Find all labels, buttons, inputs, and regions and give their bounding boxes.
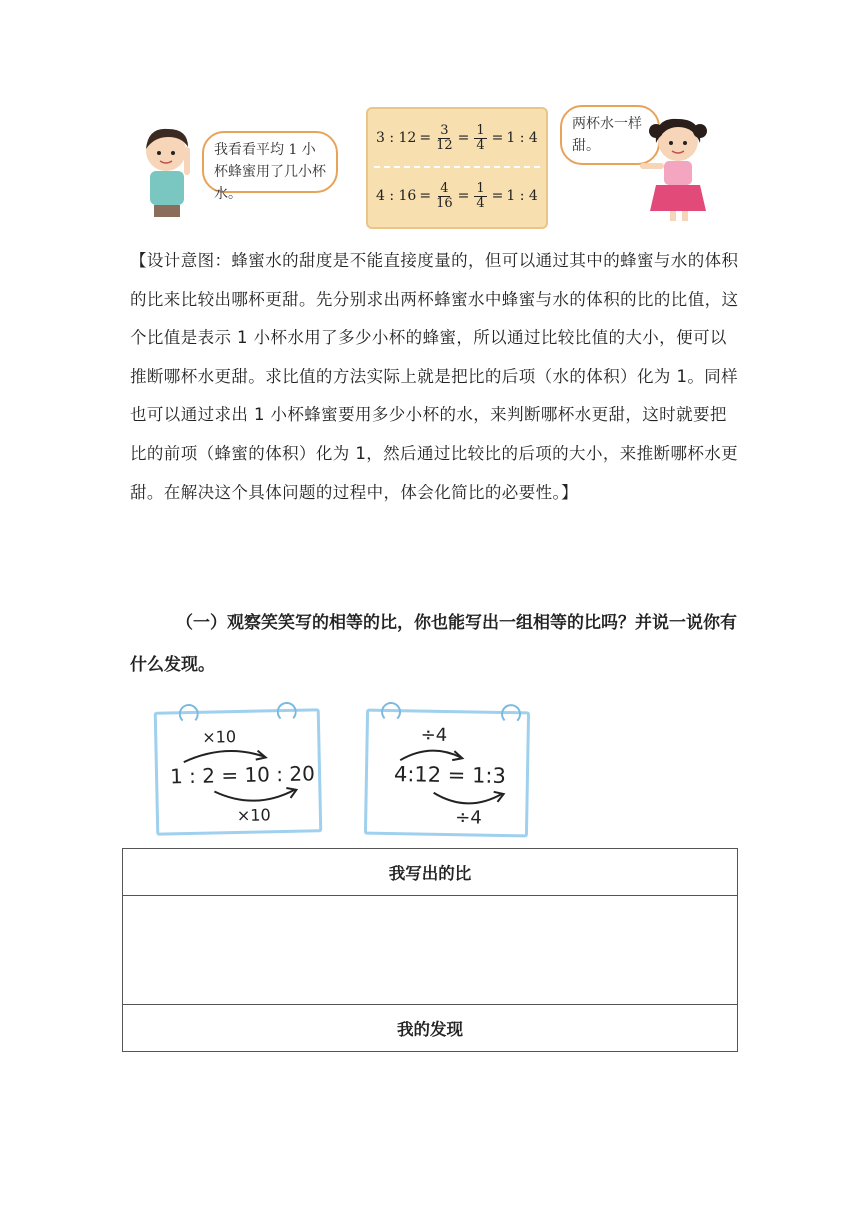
table-header-findings: 我的发现 [123,1005,738,1052]
top-illustration [130,95,730,230]
ratio-card-multiply [154,708,323,835]
equation-row-2: 4 : 16 = $\frac{4}{16}$ = $\frac{1}{4}$ = 1 : 4 [376,180,538,211]
card2-equation: 4:12 = 1:3 [393,762,507,789]
pin-icon [381,702,401,722]
pin-icon [179,704,199,724]
ratios-answer-cell[interactable] [123,896,738,1005]
pin-icon [277,702,297,722]
boy-figure [138,125,198,220]
formula-divider [374,166,540,168]
card1-top-label: ×10 [202,727,237,747]
arrow-bottom-icon [210,786,300,808]
card1-equation: 1 : 2 = 10 : 20 [169,761,316,789]
arrow-top-icon [396,744,466,763]
pin-icon [501,704,521,724]
answer-table [122,848,738,1052]
ratio-formula-box [366,107,548,229]
card1-bottom-label: ×10 [236,805,271,826]
equation-row-1: 3 : 12 = $\frac{3}{12}$ = $\frac{1}{4}$ = 1 : 4 [376,122,538,153]
girl-figure [636,113,716,223]
table-header-ratios: 我写出的比 [123,849,738,896]
design-intent-paragraph: 【设计意图：蜂蜜水的甜度是不能直接度量的，但可以通过其中的蜂蜜与水的体积的比来比较出哪杯更甜。先分别求出两杯蜂蜜水中蜂蜜与水的体积的比的比值，这个比值是表示 1 小杯水用了多少小杯的蜂蜜，所以通过比较比值的大小，便可以推断哪杯水更甜。求比值的方法实际上就是把比的后项（水的体积）化为 1。同样也可以通过求出 1 小杯蜂蜜要用多少小杯的水，来判断哪杯水更甜，这时就要把比的前项（蜂蜜的体积）化为 1，然后通过比较比的后项的大小，来推断哪杯水更甜。在解决这个具体问题的过程中，体会化简比的必要性。】 [130,251,739,502]
girl-speech-bubble: 两杯水一样甜。 [560,105,660,165]
card2-top-label: ÷4 [420,724,448,746]
card2-bottom-label: ÷4 [455,807,482,829]
boy-speech-bubble: 我看看平均 1 小杯蜂蜜用了几小杯水。 [202,131,338,193]
question-text: （一）观察笑笑写的相等的比，你也能写出一组相等的比吗？并说一说你有什么发现。 [130,613,737,675]
arrow-top-icon [179,744,269,764]
ratio-card-divide [364,709,530,838]
